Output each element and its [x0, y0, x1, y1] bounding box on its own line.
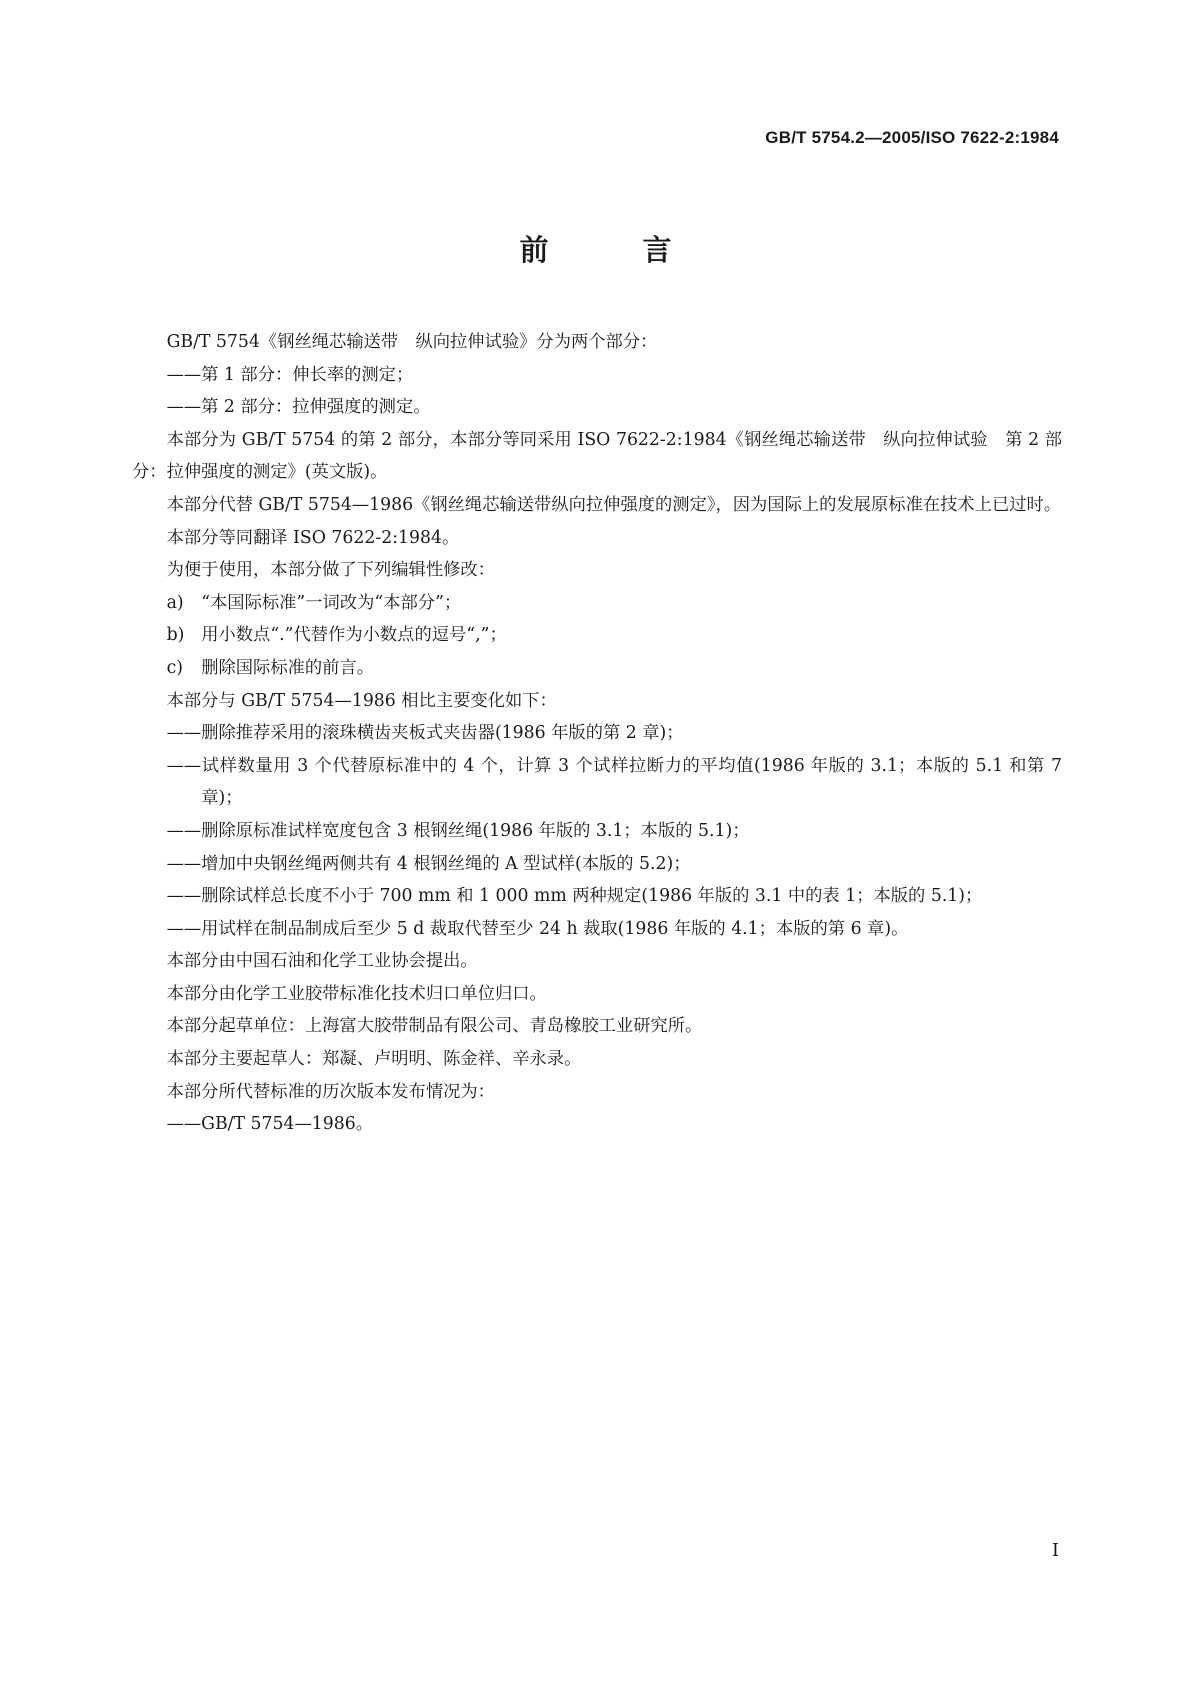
page-number: I — [1051, 1540, 1059, 1561]
list-item — [132, 619, 1062, 652]
list-marker: b) — [166, 625, 185, 646]
foreword-body — [132, 326, 1062, 1141]
dash-item: ——用试样在制品制成后至少 5 d 裁取代替至少 24 h 裁取(1986 年版的 4.1；本版的第 6 章)。 — [166, 918, 909, 939]
paragraph: 为便于使用，本部分做了下列编辑性修改： — [166, 560, 495, 581]
paragraph: 本部分由化学工业胶带标准化技术归口单位归口。 — [166, 983, 547, 1004]
list-item — [132, 652, 1062, 685]
dash-item: ——第 2 部分：拉伸强度的测定。 — [166, 397, 431, 418]
dash-item: ——删除原标准试样宽度包含 3 根钢丝绳(1986 年版的 3.1；本版的 5.1)； — [166, 820, 750, 841]
list-item — [132, 587, 1062, 620]
page-title: 前 言 — [519, 233, 714, 267]
dash-item: ——试样数量用 3 个代替原标准中的 4 个，计算 3 个试样拉断力的平均值(1986 年版的 3.1；本版的 5.1 和第 7 章)； — [166, 755, 1062, 809]
paragraph: 本部分等同翻译 ISO 7622-2:1984。 — [166, 527, 460, 548]
paragraph: 本部分由中国石油和化学工业协会提出。 — [166, 951, 478, 972]
list-item-text: 删除国际标准的前言。 — [201, 657, 375, 678]
dash-item: ——第 1 部分：伸长率的测定； — [166, 364, 414, 385]
list-marker: c) — [166, 657, 184, 678]
paragraph: 本部分所代替标准的历次版本发布情况为： — [166, 1081, 495, 1102]
list-item-text: 用小数点“.”代替作为小数点的逗号“,”； — [201, 625, 507, 646]
paragraph: 本部分代替 GB/T 5754—1986《钢丝绳芯输送带纵向拉伸强度的测定》，因为国际上的发展原标准在技术上已过时。 — [166, 494, 1062, 515]
paragraph: 本部分主要起草人：郑凝、卢明明、陈金祥、辛永录。 — [166, 1049, 582, 1070]
list-item-text: “本国际标准”一词改为“本部分”； — [201, 592, 462, 613]
list-marker: a) — [166, 592, 184, 613]
dash-item: ——GB/T 5754—1986。 — [166, 1114, 374, 1135]
paragraph: 本部分与 GB/T 5754—1986 相比主要变化如下： — [166, 690, 557, 711]
paragraph: 本部分为 GB/T 5754 的第 2 部分，本部分等同采用 ISO 7622-2:1984《钢丝绳芯输送带 纵向拉伸试验 第 2 部分：拉伸强度的测定》(英文版)。 — [132, 429, 1062, 483]
dash-item: ——增加中央钢丝绳两侧共有 4 根钢丝绳的 A 型试样(本版的 5.2)； — [166, 853, 691, 874]
paragraph: 本部分起草单位：上海富大胶带制品有限公司、青岛橡胶工业研究所。 — [166, 1016, 703, 1037]
standard-code-header: GB/T 5754.2—2005/ISO 7622-2:1984 — [765, 128, 1059, 147]
dash-item: ——删除试样总长度不小于 700 mm 和 1 000 mm 两种规定(1986 年版的 3.1 中的表 1；本版的 5.1)； — [166, 886, 983, 907]
dash-item: ——删除推荐采用的滚珠横齿夹板式夹齿器(1986 年版的第 2 章)； — [166, 723, 684, 744]
paragraph: GB/T 5754《钢丝绳芯输送带 纵向拉伸试验》分为两个部分： — [166, 332, 658, 352]
